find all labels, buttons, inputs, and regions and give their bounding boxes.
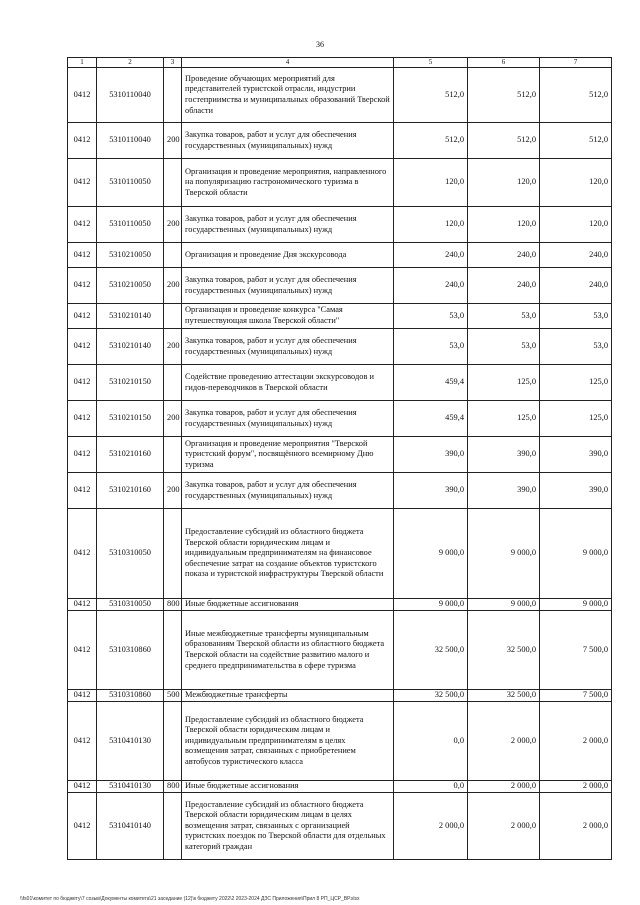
table-header-row bbox=[68, 58, 612, 68]
table-row bbox=[68, 401, 612, 437]
section-code-cell: 0412 bbox=[68, 599, 97, 611]
amount-2022-cell: 390,0 bbox=[394, 437, 468, 473]
item-name-cell: Закупка товаров, работ и услуг для обеспечения государственных (муниципальных) нужд bbox=[182, 401, 394, 437]
section-code-cell: 0412 bbox=[68, 793, 97, 860]
amount-2023-cell: 32 500,0 bbox=[468, 611, 540, 690]
item-name-cell: Закупка товаров, работ и услуг для обеспечения государственных (муниципальных) нужд bbox=[182, 207, 394, 243]
target-article-cell: 5310310050 bbox=[97, 599, 164, 611]
expense-type-cell: 200 bbox=[164, 473, 182, 509]
section-code-cell: 0412 bbox=[68, 401, 97, 437]
target-article-cell: 5310110040 bbox=[97, 68, 164, 123]
amount-2023-cell: 9 000,0 bbox=[468, 599, 540, 611]
table-row bbox=[68, 365, 612, 401]
amount-2022-cell: 9 000,0 bbox=[394, 599, 468, 611]
amount-2023-cell: 390,0 bbox=[468, 437, 540, 473]
table-row bbox=[68, 159, 612, 207]
amount-2024-cell: 125,0 bbox=[540, 401, 612, 437]
header-cell: 5 bbox=[394, 58, 468, 68]
section-code-cell: 0412 bbox=[68, 437, 97, 473]
amount-2024-cell: 9 000,0 bbox=[540, 599, 612, 611]
amount-2024-cell: 120,0 bbox=[540, 159, 612, 207]
expense-type-cell: 800 bbox=[164, 599, 182, 611]
amount-2022-cell: 120,0 bbox=[394, 207, 468, 243]
amount-2024-cell: 7 500,0 bbox=[540, 690, 612, 702]
target-article-cell: 5310210160 bbox=[97, 473, 164, 509]
amount-2022-cell: 120,0 bbox=[394, 159, 468, 207]
amount-2022-cell: 459,4 bbox=[394, 365, 468, 401]
amount-2024-cell: 512,0 bbox=[540, 123, 612, 159]
amount-2023-cell: 2 000,0 bbox=[468, 781, 540, 793]
amount-2024-cell: 390,0 bbox=[540, 437, 612, 473]
item-name-cell: Иные бюджетные ассигнования bbox=[182, 781, 394, 793]
target-article-cell: 5310310860 bbox=[97, 611, 164, 690]
amount-2024-cell: 2 000,0 bbox=[540, 781, 612, 793]
expense-type-cell: 200 bbox=[164, 268, 182, 304]
amount-2024-cell: 53,0 bbox=[540, 329, 612, 365]
section-code-cell: 0412 bbox=[68, 509, 97, 599]
expense-type-cell bbox=[164, 243, 182, 268]
item-name-cell: Закупка товаров, работ и услуг для обеспечения государственных (муниципальных) нужд bbox=[182, 268, 394, 304]
item-name-cell: Содействие проведению аттестации экскурсоводов и гидов-переводчиков в Тверской области bbox=[182, 365, 394, 401]
expense-type-cell bbox=[164, 793, 182, 860]
target-article-cell: 5310210150 bbox=[97, 401, 164, 437]
item-name-cell: Предоставление субсидий из областного бюджета Тверской области юридическим лицам в целях возмещения затрат, связанных с организацией туристских поездок по Тверской области для отдельных категорий граждан bbox=[182, 793, 394, 860]
expense-type-cell bbox=[164, 702, 182, 781]
table-row bbox=[68, 793, 612, 860]
expense-type-cell bbox=[164, 611, 182, 690]
section-code-cell: 0412 bbox=[68, 473, 97, 509]
amount-2024-cell: 125,0 bbox=[540, 365, 612, 401]
expense-type-cell: 200 bbox=[164, 401, 182, 437]
expense-type-cell: 500 bbox=[164, 690, 182, 702]
amount-2022-cell: 53,0 bbox=[394, 329, 468, 365]
amount-2023-cell: 125,0 bbox=[468, 365, 540, 401]
item-name-cell: Иные бюджетные ассигнования bbox=[182, 599, 394, 611]
table-row bbox=[68, 599, 612, 611]
section-code-cell: 0412 bbox=[68, 304, 97, 329]
amount-2023-cell: 9 000,0 bbox=[468, 509, 540, 599]
section-code-cell: 0412 bbox=[68, 611, 97, 690]
expense-type-cell: 200 bbox=[164, 329, 182, 365]
section-code-cell: 0412 bbox=[68, 781, 97, 793]
amount-2022-cell: 240,0 bbox=[394, 268, 468, 304]
amount-2024-cell: 512,0 bbox=[540, 68, 612, 123]
expense-type-cell: 200 bbox=[164, 123, 182, 159]
item-name-cell: Предоставление субсидий из областного бюджета Тверской области юридическим лицам и индивидуальным предпринимателям на финансовое обеспечение затрат на создание объектов туристского показа и туристской инфраструктуры Тверской области bbox=[182, 509, 394, 599]
section-code-cell: 0412 bbox=[68, 68, 97, 123]
table-row bbox=[68, 473, 612, 509]
expense-type-cell: 200 bbox=[164, 207, 182, 243]
table-row bbox=[68, 781, 612, 793]
target-article-cell: 5310210150 bbox=[97, 365, 164, 401]
header-cell: 3 bbox=[164, 58, 182, 68]
item-name-cell: Организация и проведение мероприятия "Тверской туристский форум", посвящённого всемирному Дню туризма bbox=[182, 437, 394, 473]
target-article-cell: 5310310050 bbox=[97, 509, 164, 599]
amount-2024-cell: 240,0 bbox=[540, 243, 612, 268]
amount-2022-cell: 53,0 bbox=[394, 304, 468, 329]
amount-2024-cell: 9 000,0 bbox=[540, 509, 612, 599]
table-row bbox=[68, 123, 612, 159]
amount-2022-cell: 240,0 bbox=[394, 243, 468, 268]
budget-table bbox=[67, 57, 612, 860]
target-article-cell: 5310210140 bbox=[97, 304, 164, 329]
target-article-cell: 5310210050 bbox=[97, 243, 164, 268]
section-code-cell: 0412 bbox=[68, 123, 97, 159]
section-code-cell: 0412 bbox=[68, 268, 97, 304]
amount-2024-cell: 240,0 bbox=[540, 268, 612, 304]
file-path-footer: \\fs01\комитет по бюджету\7 созыв\Документы комитета\21 заседание (12)\к бюджету 2022\2 2023-2024 ДЗС Приложения\Прил 8 РП_ЦСР_ВР.xlsx bbox=[20, 896, 360, 902]
amount-2024-cell: 120,0 bbox=[540, 207, 612, 243]
section-code-cell: 0412 bbox=[68, 365, 97, 401]
amount-2022-cell: 32 500,0 bbox=[394, 690, 468, 702]
expense-type-cell bbox=[164, 437, 182, 473]
amount-2023-cell: 240,0 bbox=[468, 243, 540, 268]
section-code-cell: 0412 bbox=[68, 329, 97, 365]
page-number: 36 bbox=[316, 40, 324, 49]
amount-2023-cell: 512,0 bbox=[468, 123, 540, 159]
target-article-cell: 5310210140 bbox=[97, 329, 164, 365]
item-name-cell: Организация и проведение Дня экскурсовода bbox=[182, 243, 394, 268]
target-article-cell: 5310210160 bbox=[97, 437, 164, 473]
amount-2024-cell: 53,0 bbox=[540, 304, 612, 329]
item-name-cell: Проведение обучающих мероприятий для представителей туристской отрасли, индустрии гостеприимства и муниципальных образований Тверской области bbox=[182, 68, 394, 123]
amount-2022-cell: 390,0 bbox=[394, 473, 468, 509]
item-name-cell: Закупка товаров, работ и услуг для обеспечения государственных (муниципальных) нужд bbox=[182, 329, 394, 365]
expense-type-cell: 800 bbox=[164, 781, 182, 793]
table-row bbox=[68, 243, 612, 268]
item-name-cell: Организация и проведение мероприятия, направленного на популяризацию гастрономического туризма в Тверской области bbox=[182, 159, 394, 207]
amount-2024-cell: 2 000,0 bbox=[540, 702, 612, 781]
section-code-cell: 0412 bbox=[68, 702, 97, 781]
amount-2022-cell: 0,0 bbox=[394, 781, 468, 793]
amount-2023-cell: 512,0 bbox=[468, 68, 540, 123]
header-cell: 1 bbox=[68, 58, 97, 68]
item-name-cell: Закупка товаров, работ и услуг для обеспечения государственных (муниципальных) нужд bbox=[182, 123, 394, 159]
amount-2023-cell: 2 000,0 bbox=[468, 793, 540, 860]
amount-2023-cell: 120,0 bbox=[468, 159, 540, 207]
amount-2023-cell: 125,0 bbox=[468, 401, 540, 437]
table-row bbox=[68, 207, 612, 243]
expense-type-cell bbox=[164, 68, 182, 123]
target-article-cell: 5310410140 bbox=[97, 793, 164, 860]
target-article-cell: 5310210050 bbox=[97, 268, 164, 304]
amount-2022-cell: 459,4 bbox=[394, 401, 468, 437]
amount-2023-cell: 32 500,0 bbox=[468, 690, 540, 702]
amount-2024-cell: 2 000,0 bbox=[540, 793, 612, 860]
expense-type-cell bbox=[164, 304, 182, 329]
item-name-cell: Предоставление субсидий из областного бюджета Тверской области юридическим лицам и индивидуальным предпринимателям в целях возмещения затрат, связанных с приобретением автобусов туристического класса bbox=[182, 702, 394, 781]
header-cell: 2 bbox=[97, 58, 164, 68]
amount-2022-cell: 9 000,0 bbox=[394, 509, 468, 599]
table-row bbox=[68, 690, 612, 702]
expense-type-cell bbox=[164, 159, 182, 207]
section-code-cell: 0412 bbox=[68, 159, 97, 207]
item-name-cell: Организация и проведение конкурса "Самая путешествующая школа Тверской области" bbox=[182, 304, 394, 329]
table-row bbox=[68, 509, 612, 599]
target-article-cell: 5310410130 bbox=[97, 781, 164, 793]
amount-2024-cell: 390,0 bbox=[540, 473, 612, 509]
expense-type-cell bbox=[164, 365, 182, 401]
amount-2023-cell: 120,0 bbox=[468, 207, 540, 243]
amount-2023-cell: 240,0 bbox=[468, 268, 540, 304]
target-article-cell: 5310110040 bbox=[97, 123, 164, 159]
item-name-cell: Закупка товаров, работ и услуг для обеспечения государственных (муниципальных) нужд bbox=[182, 473, 394, 509]
target-article-cell: 5310110050 bbox=[97, 207, 164, 243]
amount-2022-cell: 2 000,0 bbox=[394, 793, 468, 860]
section-code-cell: 0412 bbox=[68, 207, 97, 243]
target-article-cell: 5310410130 bbox=[97, 702, 164, 781]
section-code-cell: 0412 bbox=[68, 243, 97, 268]
table-row bbox=[68, 611, 612, 690]
header-cell: 6 bbox=[468, 58, 540, 68]
amount-2023-cell: 53,0 bbox=[468, 329, 540, 365]
table-row bbox=[68, 304, 612, 329]
target-article-cell: 5310110050 bbox=[97, 159, 164, 207]
item-name-cell: Межбюджетные трансферты bbox=[182, 690, 394, 702]
table-row bbox=[68, 329, 612, 365]
amount-2022-cell: 0,0 bbox=[394, 702, 468, 781]
table-row bbox=[68, 437, 612, 473]
table-row bbox=[68, 702, 612, 781]
amount-2024-cell: 7 500,0 bbox=[540, 611, 612, 690]
amount-2023-cell: 2 000,0 bbox=[468, 702, 540, 781]
amount-2022-cell: 32 500,0 bbox=[394, 611, 468, 690]
amount-2022-cell: 512,0 bbox=[394, 123, 468, 159]
amount-2023-cell: 53,0 bbox=[468, 304, 540, 329]
amount-2023-cell: 390,0 bbox=[468, 473, 540, 509]
section-code-cell: 0412 bbox=[68, 690, 97, 702]
table-row bbox=[68, 68, 612, 123]
amount-2022-cell: 512,0 bbox=[394, 68, 468, 123]
table-row bbox=[68, 268, 612, 304]
header-cell: 4 bbox=[182, 58, 394, 68]
target-article-cell: 5310310860 bbox=[97, 690, 164, 702]
expense-type-cell bbox=[164, 509, 182, 599]
item-name-cell: Иные межбюджетные трансферты муниципальным образованиям Тверской области из областного бюджета Тверской области на содействие развитию малого и среднего предпринимательства в сфере туризма bbox=[182, 611, 394, 690]
header-cell: 7 bbox=[540, 58, 612, 68]
